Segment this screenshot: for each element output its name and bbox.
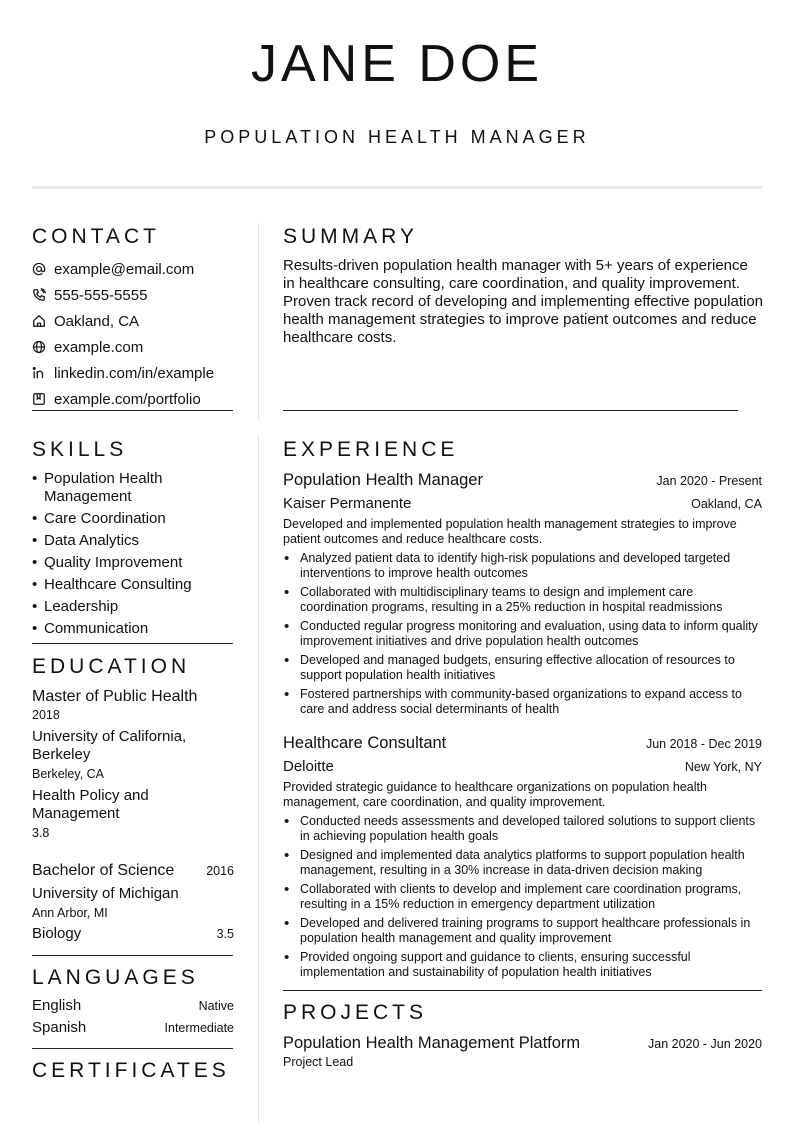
- job-title: Healthcare Consultant: [283, 734, 447, 752]
- header-divider: [32, 186, 762, 189]
- column-divider-top: [258, 223, 259, 419]
- education-field: Health Policy and Management: [32, 787, 149, 822]
- language-item: [32, 1019, 234, 1036]
- resume-headline: POPULATION HEALTH MANAGER: [204, 127, 590, 147]
- language-item: [32, 997, 234, 1014]
- language-level: Native: [198, 999, 234, 1013]
- education-entry: [32, 861, 234, 943]
- education-year: 2016: [206, 864, 234, 878]
- education-location: Ann Arbor, MI: [32, 906, 108, 920]
- job-bullet: • Conducted regular progress monitoring and evaluation, using data to inform quality improvement initiatives and drive population health outcomes: [283, 619, 762, 649]
- job-bullet: • Developed and managed budgets, ensuring effective allocation of resources to support population health initiatives: [283, 653, 762, 683]
- summary-divider: [283, 410, 738, 411]
- education-location: Berkeley, CA: [32, 767, 105, 781]
- phone-icon: [32, 288, 47, 303]
- education-gpa: 3.5: [216, 927, 234, 941]
- contact-linkedin[interactable]: [32, 360, 234, 386]
- contact-location: [32, 308, 234, 334]
- job-bullet: • Designed and implemented data analytics platforms to support population health management, resulting in a 30% increase in data-driven decision making: [283, 848, 762, 878]
- job-bullets: [283, 814, 762, 980]
- job-bullet: • Fostered partnerships with community-based organizations to expand access to care and address social determinants of health: [283, 687, 762, 717]
- job-bullets: [283, 551, 762, 717]
- contact-divider: [32, 410, 233, 411]
- home-icon: [32, 314, 47, 329]
- contact-email[interactable]: [32, 256, 234, 282]
- job-location: New York, NY: [684, 760, 762, 774]
- certificates-heading: CERTIFICATES: [32, 1059, 230, 1082]
- job-description: Developed and implemented population health management strategies to improve patient outcomes and reduce healthcare costs.: [283, 517, 737, 546]
- at-icon: [32, 262, 47, 277]
- skills-heading: SKILLS: [32, 438, 128, 461]
- experience-divider: [283, 990, 762, 991]
- contact-website-text: example.com: [54, 338, 144, 356]
- skill-item: • Leadership: [32, 598, 234, 616]
- linkedin-icon: [32, 366, 47, 381]
- contact-website[interactable]: [32, 334, 234, 360]
- globe-icon: [32, 340, 47, 355]
- education-school: University of California, Berkeley: [32, 728, 187, 763]
- education-divider: [32, 955, 233, 956]
- skill-item: • Population Health Management: [32, 470, 234, 506]
- job-bullet: • Developed and delivered training programs to support healthcare professionals in population health management and quality improvement: [283, 916, 762, 946]
- contact-portfolio[interactable]: [32, 386, 234, 412]
- skill-item: • Care Coordination: [32, 510, 234, 528]
- job-company: Kaiser Permanente: [283, 495, 412, 512]
- education-heading: EDUCATION: [32, 655, 191, 678]
- education-degree: Master of Public Health: [32, 688, 198, 705]
- summary-text: Results-driven population health manager with 5+ years of experience in healthcare consulting, care coordination, and quality improvement. Proven track record of developing and implementing effective population health management strategies to improve patient outcomes and reduce healthcare costs.: [283, 257, 764, 346]
- skill-item: • Healthcare Consulting: [32, 576, 234, 594]
- project-entry: [283, 1033, 762, 1069]
- languages-heading: LANGUAGES: [32, 966, 199, 989]
- job-company: Deloitte: [283, 758, 334, 775]
- job-location: Oakland, CA: [691, 497, 762, 511]
- project-title: Population Health Management Platform: [283, 1034, 581, 1052]
- job-bullet: • Collaborated with clients to develop and implement care coordination programs, resulting in a 15% reduction in emergency department utilization: [283, 882, 762, 912]
- contact-linkedin-text: linkedin.com/in/example: [54, 364, 215, 382]
- project-role: Project Lead: [283, 1055, 354, 1069]
- column-divider-bottom: [258, 436, 259, 1123]
- job-entry: [283, 732, 762, 984]
- education-school: University of Michigan: [32, 885, 179, 902]
- skill-item: • Quality Improvement: [32, 554, 234, 572]
- education-degree: Bachelor of Science: [32, 862, 175, 879]
- skills-list: [32, 470, 234, 642]
- education-gpa: 3.8: [32, 826, 50, 840]
- job-title: Population Health Manager: [283, 471, 483, 489]
- contact-heading: CONTACT: [32, 225, 160, 248]
- language-name: Spanish: [32, 1019, 87, 1036]
- project-dates: Jan 2020 - Jun 2020: [648, 1037, 762, 1051]
- languages-divider: [32, 1048, 233, 1049]
- job-dates: Jun 2018 - Dec 2019: [645, 737, 762, 751]
- resume-name: JANE DOE: [250, 35, 544, 93]
- summary-heading: SUMMARY: [283, 225, 418, 248]
- language-level: Intermediate: [164, 1021, 234, 1035]
- contact-list: [32, 256, 234, 412]
- job-dates: Jan 2020 - Present: [656, 474, 762, 488]
- skill-item: • Data Analytics: [32, 532, 234, 550]
- skills-divider: [32, 643, 233, 644]
- job-bullet: • Analyzed patient data to identify high-risk populations and developed targeted interventions to improve health outcomes: [283, 551, 762, 581]
- job-description: Provided strategic guidance to healthcare organizations on population health management, care coordination, and quality improvement.: [283, 780, 707, 809]
- contact-phone-text: 555-555-5555: [54, 286, 148, 304]
- job-bullet: • Collaborated with multidisciplinary teams to design and implement care coordination programs, resulting in a 25% reduction in hospital readmissions: [283, 585, 762, 615]
- projects-heading: PROJECTS: [283, 1001, 428, 1024]
- job-entry: [283, 469, 762, 721]
- education-field: Biology: [32, 925, 82, 942]
- contact-location-text: Oakland, CA: [54, 312, 140, 330]
- experience-heading: EXPERIENCE: [283, 438, 459, 461]
- contact-portfolio-text: example.com/portfolio: [54, 390, 201, 408]
- education-entry: [32, 687, 234, 841]
- job-bullet: • Conducted needs assessments and developed tailored solutions to support clients in achieving population health goals: [283, 814, 762, 844]
- job-bullet: • Provided ongoing support and guidance to clients, ensuring successful implementation and sustainability of population health initiatives: [283, 950, 762, 980]
- skill-item: • Communication: [32, 620, 234, 638]
- contact-phone[interactable]: [32, 282, 234, 308]
- portfolio-icon: [32, 392, 47, 407]
- contact-email-text: example@email.com: [54, 260, 195, 278]
- education-year: 2018: [32, 708, 60, 722]
- language-name: English: [32, 997, 82, 1014]
